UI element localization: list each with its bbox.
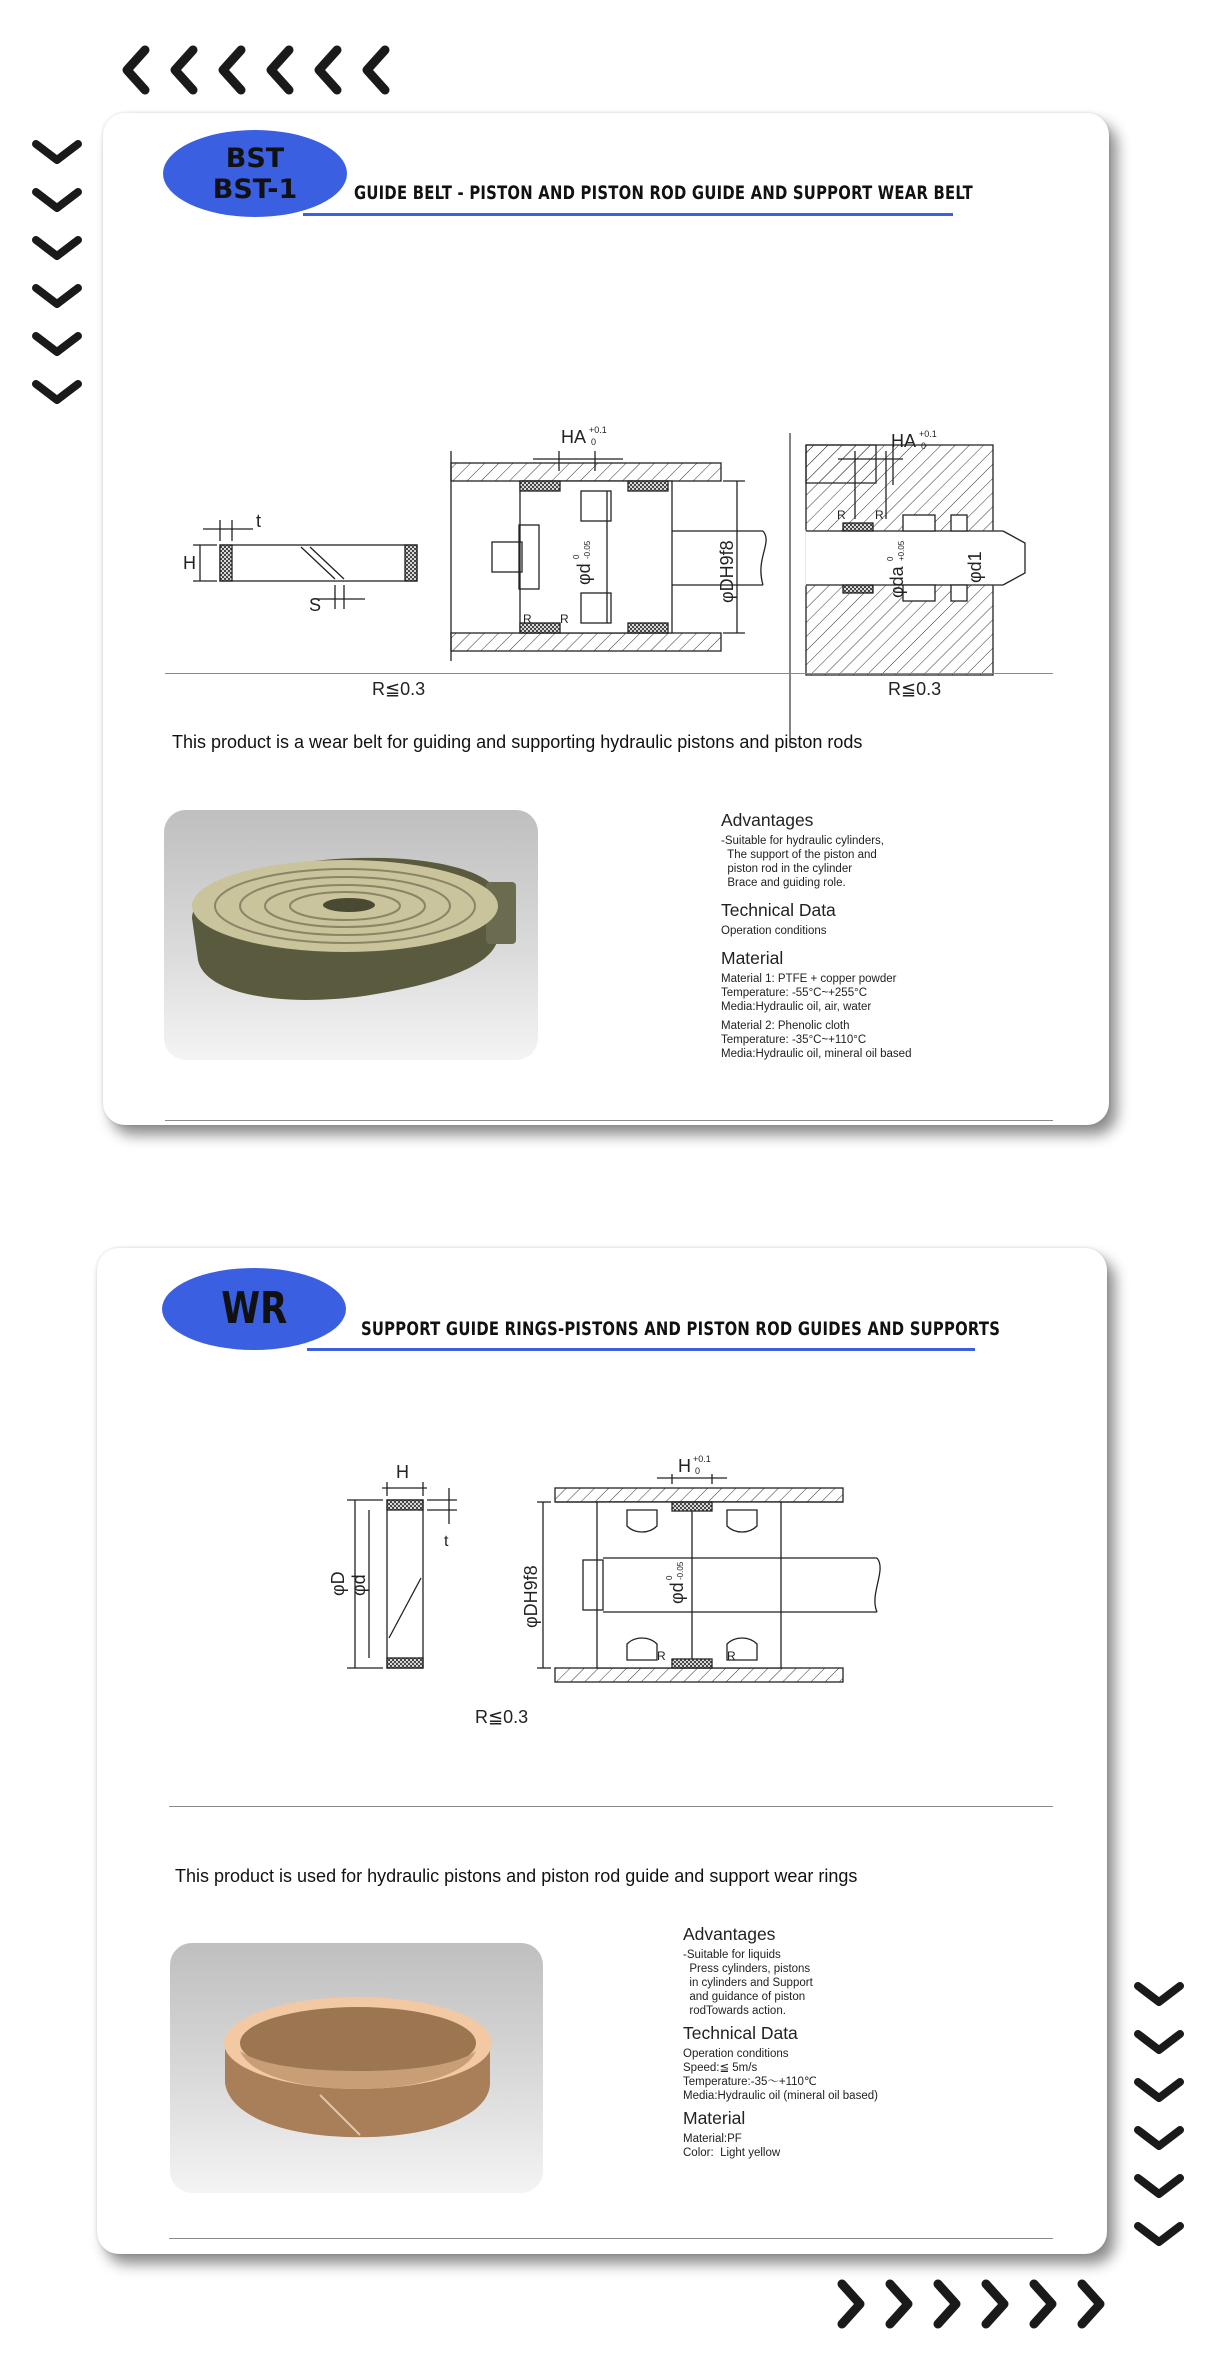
dim-d: φd — [667, 1582, 687, 1604]
dim-dh: φDH9f8 — [717, 540, 737, 603]
technical-drawing — [103, 293, 1109, 699]
dim-r2: R — [560, 612, 569, 626]
chevrons-left-top — [115, 44, 395, 96]
technical-drawing — [97, 1448, 1107, 1748]
material-line: Temperature: -35°C~+110°C — [721, 1034, 867, 1046]
chevrons-down-left — [30, 136, 84, 411]
dim-ha-right: HA — [891, 431, 917, 451]
divider — [169, 1806, 1053, 1807]
dim-ha: HA — [561, 427, 587, 447]
dim-hh-sup: +0.1 — [693, 1454, 711, 1464]
advantages-line: Press cylinders, pistons — [683, 1963, 811, 1975]
product-card-wr — [97, 1248, 1107, 2254]
advantages-line: and guidance of piston — [683, 1991, 806, 2003]
advantages-line: -Suitable for liquids — [683, 1949, 781, 1961]
material-title: Material — [721, 948, 784, 968]
dim-hh: H — [678, 1456, 691, 1476]
dim-inner-d: φd — [349, 1574, 369, 1596]
rod-gland — [806, 445, 1025, 675]
piston-assembly — [537, 1474, 880, 1682]
technical-line: Media:Hydraulic oil (mineral oil based) — [683, 2090, 878, 2102]
advantages-title: Advantages — [683, 1924, 776, 1944]
dim-d-sup: 0 — [572, 554, 581, 559]
dim-r4: R — [875, 508, 884, 522]
dim-h: H — [183, 553, 196, 573]
dim-t: t — [444, 1533, 449, 1550]
product-badge — [162, 1268, 346, 1350]
dim-ha-right-sub: 0 — [921, 441, 927, 451]
dim-s: S — [309, 595, 322, 615]
dim-r1: R — [657, 1649, 666, 1663]
dim-d-sub: -0.05 — [676, 1561, 685, 1580]
bottom-divider — [169, 2238, 1053, 2239]
title-underline — [307, 1348, 975, 1351]
material-line: Color: Light yellow — [683, 2147, 781, 2159]
product-photo-ring — [170, 1943, 543, 2193]
material-line: Material 1: PTFE + copper powder — [721, 973, 897, 985]
product-photo-belt — [164, 810, 538, 1060]
dim-d1: φd1 — [965, 551, 985, 583]
product-details — [721, 810, 1081, 1061]
badge-text: WR — [221, 1283, 287, 1334]
dim-da: φda — [887, 566, 907, 598]
title-underline — [303, 213, 953, 216]
material-line: Temperature: -55°C~+255°C — [721, 987, 867, 999]
dim-ha-right-sup: +0.1 — [919, 429, 937, 439]
radius-note-left: R≦0.3 — [372, 679, 426, 699]
technical-line: Operation conditions — [721, 925, 827, 937]
badge-line-2: BST-1 — [212, 173, 298, 205]
belt-cross-section — [193, 520, 417, 609]
dim-d-sup: 0 — [665, 1575, 674, 1580]
advantages-line: rodTowards action. — [683, 2005, 786, 2017]
technical-line: Speed:≦ 5m/s — [683, 2062, 758, 2074]
advantages-line: -Suitable for hydraulic cylinders, — [721, 835, 884, 847]
radius-note-right: R≦0.3 — [888, 679, 942, 699]
technical-title: Technical Data — [683, 2023, 798, 2043]
advantages-line: The support of the piston and — [721, 849, 877, 861]
product-details — [683, 1924, 1063, 2160]
dim-d-sub: -0.05 — [583, 540, 592, 559]
dim-da-sub: +0.05 — [897, 540, 906, 561]
dim-h: H — [396, 1462, 409, 1482]
bottom-divider — [165, 1120, 1053, 1121]
section-title: SUPPORT GUIDE RINGS-PISTONS AND PISTON ROD GUIDES AND SUPPORTS — [361, 1318, 1001, 1340]
dim-r1: R — [523, 612, 532, 626]
dim-hh-sub: 0 — [695, 1466, 701, 1476]
radius-note: R≦0.3 — [475, 1707, 529, 1727]
material-line: Media:Hydraulic oil, air, water — [721, 1001, 872, 1013]
dim-t: t — [256, 511, 262, 531]
dim-dh: φDH9f8 — [521, 1565, 541, 1628]
advantages-line: piston rod in the cylinder — [721, 863, 853, 875]
product-card-bst — [103, 113, 1109, 1125]
chevrons-right-bottom — [832, 2278, 1112, 2330]
chevrons-down-right — [1132, 1978, 1186, 2253]
product-intro: This product is a wear belt for guiding and supporting hydraulic pistons and piston rods — [172, 732, 863, 752]
advantages-line: Brace and guiding role. — [721, 877, 846, 889]
dim-d: φd — [574, 563, 594, 585]
badge-line-1: BST — [225, 142, 285, 174]
product-intro: This product is used for hydraulic pistons and piston rod guide and support wear rings — [175, 1866, 858, 1886]
material-line: Material 2: Phenolic cloth — [721, 1020, 850, 1032]
advantages-line: in cylinders and Support — [683, 1977, 813, 1989]
dim-da-sup: 0 — [886, 556, 895, 561]
dim-r3: R — [837, 508, 846, 522]
material-title: Material — [683, 2108, 746, 2128]
technical-line: Temperature:-35〜+110℃ — [683, 2076, 817, 2088]
technical-line: Operation conditions — [683, 2048, 789, 2060]
material-line: Material:PF — [683, 2133, 742, 2145]
dim-ha-sub: 0 — [591, 437, 597, 447]
technical-title: Technical Data — [721, 900, 836, 920]
divider — [165, 673, 1053, 674]
section-title: GUIDE BELT - PISTON AND PISTON ROD GUIDE AND SUPPORT WEAR BELT — [354, 182, 973, 204]
material-line: Media:Hydraulic oil, mineral oil based — [721, 1048, 912, 1060]
dim-outer-d: φD — [328, 1571, 348, 1596]
advantages-title: Advantages — [721, 810, 814, 830]
dim-ha-sup: +0.1 — [589, 425, 607, 435]
product-badge — [163, 130, 347, 217]
dim-r2: R — [727, 1649, 736, 1663]
